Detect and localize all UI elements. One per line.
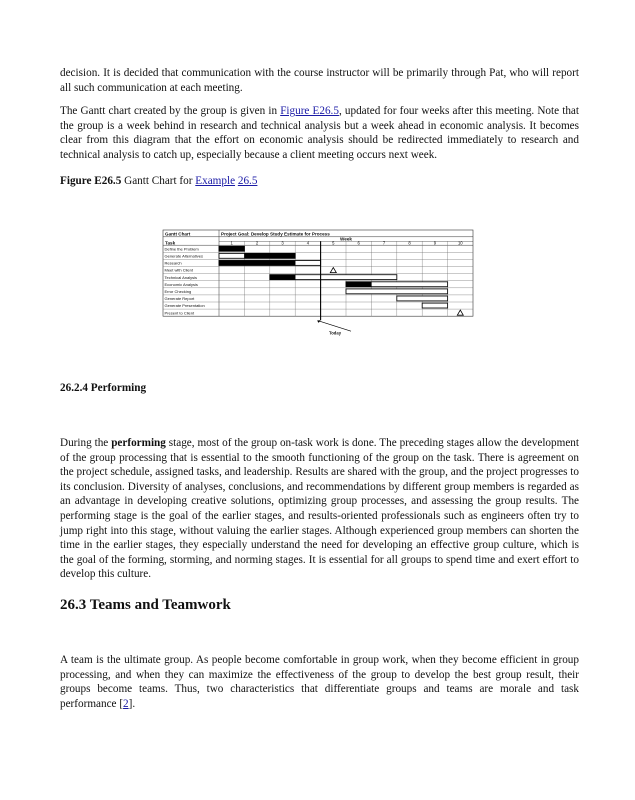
gantt-week-tick: 3	[281, 240, 284, 246]
gantt-task-label: Meet with Client	[164, 267, 193, 273]
gantt-chart	[100, 164, 480, 349]
gantt-planned-bar	[397, 296, 448, 301]
figure-caption-text: Gantt Chart for	[121, 174, 196, 187]
gantt-planned-bar	[422, 303, 447, 308]
gantt-week-tick: 1	[230, 240, 233, 246]
gantt-milestone	[330, 268, 336, 273]
gantt-task-label: Research	[164, 260, 182, 266]
paragraph-teams-start: A team is the ultimate group. As people become comfortable in group work, when they become efficient in group processing, and when they can maximize the effectiveness of the group to develop the best group result, their groups become teams. Thus, two characteristics that differentiate groups and teams are morale and task performance [	[60, 653, 579, 710]
figure-e26-5-link[interactable]: Figure E26.5	[280, 105, 339, 118]
gantt-task-label: Generate Alternatives	[164, 253, 203, 259]
gantt-task-label: Define the Problem	[164, 246, 199, 252]
gantt-today-label: Today	[329, 330, 342, 336]
gantt-completed-bar	[244, 253, 295, 258]
figure-label: Figure E26.5	[60, 174, 122, 187]
gantt-completed-bar	[346, 282, 371, 287]
section-heading: 26.3 Teams and Teamwork	[60, 596, 231, 613]
gantt-week-tick: 4	[306, 240, 310, 246]
example-number-link[interactable]: 26.5	[237, 174, 258, 187]
gantt-corner-label: Gantt Chart	[165, 231, 191, 237]
gantt-week-tick: 10	[457, 240, 463, 246]
paragraph-teams	[60, 653, 579, 711]
paragraph-decision: decision. It is decided that communication with the course instructor will be primarily through Pat, who will report all such communication at each meeting.	[60, 67, 579, 94]
gantt-task-header: Task	[165, 240, 176, 246]
gantt-planned-bar	[346, 289, 448, 294]
paragraph-gantt-intro-start: The Gantt chart created by the group is given in	[60, 105, 281, 118]
gantt-task-label: Technical Analysis	[164, 274, 197, 280]
subsection-heading: 26.2.4 Performing	[60, 382, 147, 394]
gantt-week-tick: 7	[382, 240, 386, 246]
gantt-task-label: Economic Analysis	[164, 281, 198, 287]
paragraph-gantt-intro	[60, 104, 579, 162]
gantt-week-tick: 5	[332, 240, 335, 246]
paragraph-gantt-intro-rest: , updated for four weeks after this meeting. Note that the group is a week behind in research and technical analysis but a week ahead in economic analysis. It becomes clear from this diagram that the effort on economic analysis should be redirected immediately to research and technical analysis to catch up, especially because a client meeting occurs next week.	[60, 105, 579, 161]
gantt-week-tick: 2	[255, 240, 259, 246]
gantt-week-tick: 8	[408, 240, 411, 246]
performing-term: performing	[111, 437, 166, 449]
gantt-completed-bar	[219, 246, 244, 251]
performing-section	[60, 382, 579, 711]
gantt-today-pointer	[320, 321, 351, 331]
citation-link[interactable]: 2	[123, 697, 129, 710]
paragraph-performing	[60, 436, 579, 582]
example-link[interactable]: Example	[195, 174, 236, 187]
gantt-completed-bar	[270, 275, 295, 280]
gantt-task-label: Error Checking	[164, 289, 192, 294]
gantt-title: Project Goal: Develop Study Estimate for Process	[221, 231, 330, 237]
gantt-week-tick: 9	[433, 240, 437, 246]
gantt-task-label: Generate Presentation	[164, 303, 205, 309]
paragraph-performing-start: During the	[60, 437, 112, 449]
paragraph-teams-end: ].	[128, 697, 136, 710]
gantt-week-tick: 6	[357, 240, 360, 246]
paragraph-performing-rest: stage, most of the group on-task work is done. The preceding stages allow the development of the group processing that is essential to the smooth functioning of the group on the task. There is agreement on the project schedule, assigned tasks, and leadership. Results are shared with the group, and the project progresses to its conclusion. Diversity of analyses, conclusions, and recommendations by different group members is regarded as an advantage in developing creative solutions, optimizing group processes, and assessing the group results. The performing stage is the goal of the earlier stages, and results-oriented professionals such as engineers often try to jump right into this stage, without valuing the earlier stages. Although experienced group members can shorten the time in the earlier stages, they especially understand the need for developing an effective group culture, which is the goal of the forming, storming, and norming stages. It is essential for all groups to spend time and exert effort to develop this culture.	[60, 437, 579, 581]
gantt-task-label: Generate Report	[164, 296, 195, 302]
gantt-task-label: Present to Client	[164, 310, 195, 316]
gantt-completed-bar	[219, 261, 295, 266]
gantt-milestone	[457, 310, 463, 315]
gantt-week-label: Week	[340, 236, 352, 242]
